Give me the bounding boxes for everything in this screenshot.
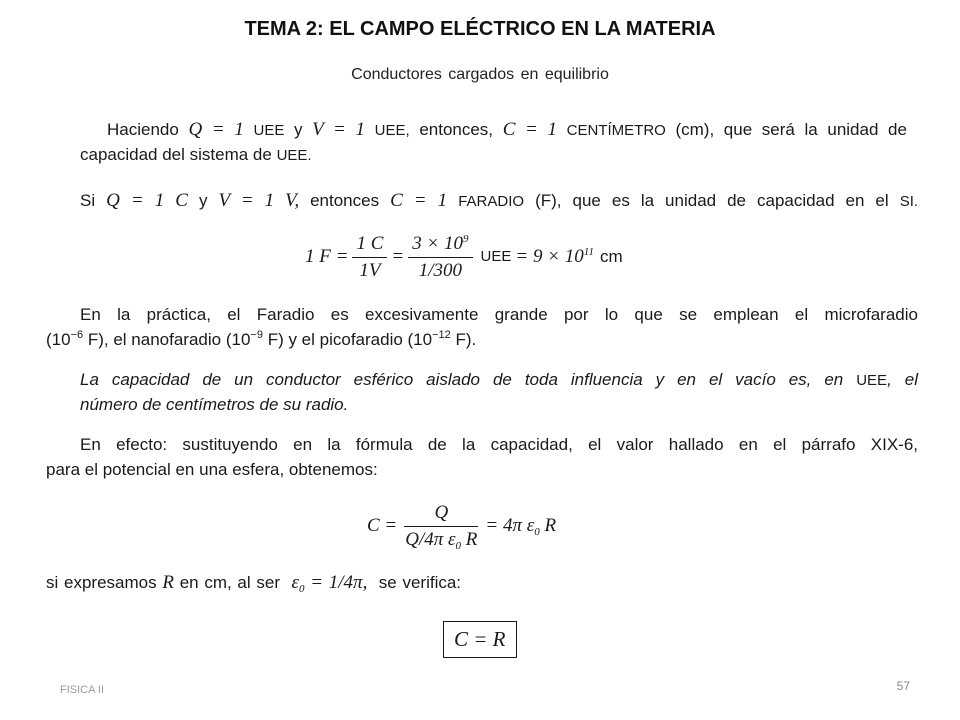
p3-pico-exp: −12 — [432, 329, 451, 341]
eq1-rhs-exponent: 11 — [583, 246, 594, 258]
paragraph-6 — [46, 571, 461, 595]
p1-unit-uee-2: UEE, — [374, 122, 410, 139]
eq1-rhs-base: = 9 × 10 — [515, 246, 584, 267]
p2-y: y — [198, 191, 208, 210]
p3-nano: F), el nanofaradio (10 — [87, 330, 251, 349]
p1-line2-unit: UEE. — [276, 147, 312, 164]
eq1-f2-num-base: 3 × 10 — [412, 232, 464, 254]
eq1-rhs-unit: cm — [599, 247, 623, 266]
p1-lead: Haciendo — [107, 120, 179, 139]
page-number: 57 — [896, 679, 910, 693]
eq1-lhs: 1 F = — [305, 246, 349, 267]
eq2-denominator — [401, 527, 481, 551]
slide-subtitle: Conductores cargados en equilibrio — [351, 66, 609, 83]
p2-si: Si — [80, 191, 96, 210]
p6-eps-sub: 0 — [298, 583, 305, 595]
p1-y: y — [293, 120, 303, 139]
p4-line1-b: , el — [887, 370, 918, 389]
p6-b: en cm, al ser — [179, 573, 280, 592]
p6-eps-value: = 1/4π, — [310, 572, 368, 593]
p3-pico: F) y el picofaradio (10 — [267, 330, 433, 349]
p3-nano-exp: −9 — [250, 329, 263, 341]
p2-faradio: FARADIO — [458, 193, 525, 210]
equation-sphere-capacity — [367, 498, 556, 554]
p2-v-equation: V = 1 V, — [218, 190, 300, 211]
p1-entonces: entonces, — [419, 120, 494, 139]
p3-micro: (10 — [46, 330, 71, 349]
p6-c: se verifica: — [378, 573, 462, 592]
paragraph-3-line-1: En la práctica, el Faradio es excesivamente grande por lo que se emplean el microfaradio — [80, 305, 918, 324]
p1-centimetro: CENTÍMETRO — [566, 122, 666, 139]
paragraph-5-line-2: para el potencial en una esfera, obtenemos: — [46, 460, 378, 479]
paragraph-1-line-1 — [107, 118, 907, 143]
paragraph-1-line-2 — [80, 143, 312, 168]
eq2-fraction — [401, 502, 481, 551]
eq1-fraction-1 — [352, 233, 387, 282]
p6-a: si expresamos — [46, 573, 157, 592]
eq2-den-b: R — [465, 528, 478, 550]
eq1-f2-denominator: 1/300 — [418, 259, 462, 281]
paragraph-3-line-2 — [46, 328, 476, 352]
p2-tail: (F), que es la unidad de capacidad en el — [535, 191, 889, 210]
eq1-unit-uee: UEE — [480, 248, 512, 265]
result-box: C = R — [443, 621, 517, 658]
eq2-rhs-a: = 4π ε — [485, 515, 535, 536]
p4-line1-a: La capacidad de un conductor esférico aislado de toda influencia y en el vacío es, en — [80, 370, 844, 389]
p6-r: R — [162, 572, 174, 593]
eq1-f2-num-exponent: 9 — [463, 232, 469, 245]
p4-unit-uee: UEE — [856, 372, 888, 389]
p1-line2: capacidad del sistema de — [80, 145, 272, 164]
eq1-f1-numerator: 1 C — [352, 233, 387, 258]
p2-q-equation: Q = 1 C — [106, 190, 188, 211]
p1-c-equation: C = 1 — [502, 119, 558, 140]
eq2-lhs: C = — [367, 515, 398, 536]
paragraph-5-line-1: En efecto: sustituyendo en la fórmula de la capacidad, el valor hallado en el párrafo XIX-6, — [80, 435, 918, 454]
eq1-rhs — [515, 246, 594, 268]
p2-c-equation: C = 1 — [390, 190, 448, 211]
eq2-rhs — [485, 515, 556, 537]
eq2-den-a: Q/4π ε — [405, 528, 456, 550]
eq1-equals: = — [391, 246, 405, 267]
eq2-rhs-sub: 0 — [534, 526, 540, 538]
eq1-f1-denominator: 1V — [359, 259, 381, 281]
p2-si-unit: SI. — [899, 193, 919, 210]
slide-title: TEMA 2: EL CAMPO ELÉCTRICO EN LA MATERIA — [244, 18, 716, 40]
eq2-den-sub: 0 — [455, 539, 462, 552]
p1-tail: (cm), que será la unidad de — [675, 120, 907, 139]
p6-eps-symbol: ε — [291, 572, 299, 593]
p3-close: F). — [455, 330, 477, 349]
p3-micro-exp: −6 — [70, 329, 84, 341]
p1-q-equation: Q = 1 — [188, 119, 244, 140]
paragraph-4-line-2: número de centímetros de su radio. — [80, 395, 349, 414]
footer-course-label: FISICA II — [60, 684, 105, 696]
eq1-f2-numerator — [408, 233, 472, 258]
paragraph-4-line-1 — [80, 368, 918, 393]
eq2-numerator: Q — [404, 502, 478, 527]
p1-v-equation: V = 1 — [312, 119, 366, 140]
paragraph-2 — [80, 189, 918, 214]
p1-unit-uee: UEE — [253, 122, 285, 139]
eq1-fraction-2 — [408, 233, 472, 282]
equation-farad-conversion — [305, 229, 623, 285]
p2-entonces: entonces — [310, 191, 380, 210]
p6-epsilon — [291, 572, 367, 593]
eq2-rhs-b: R — [544, 515, 557, 536]
